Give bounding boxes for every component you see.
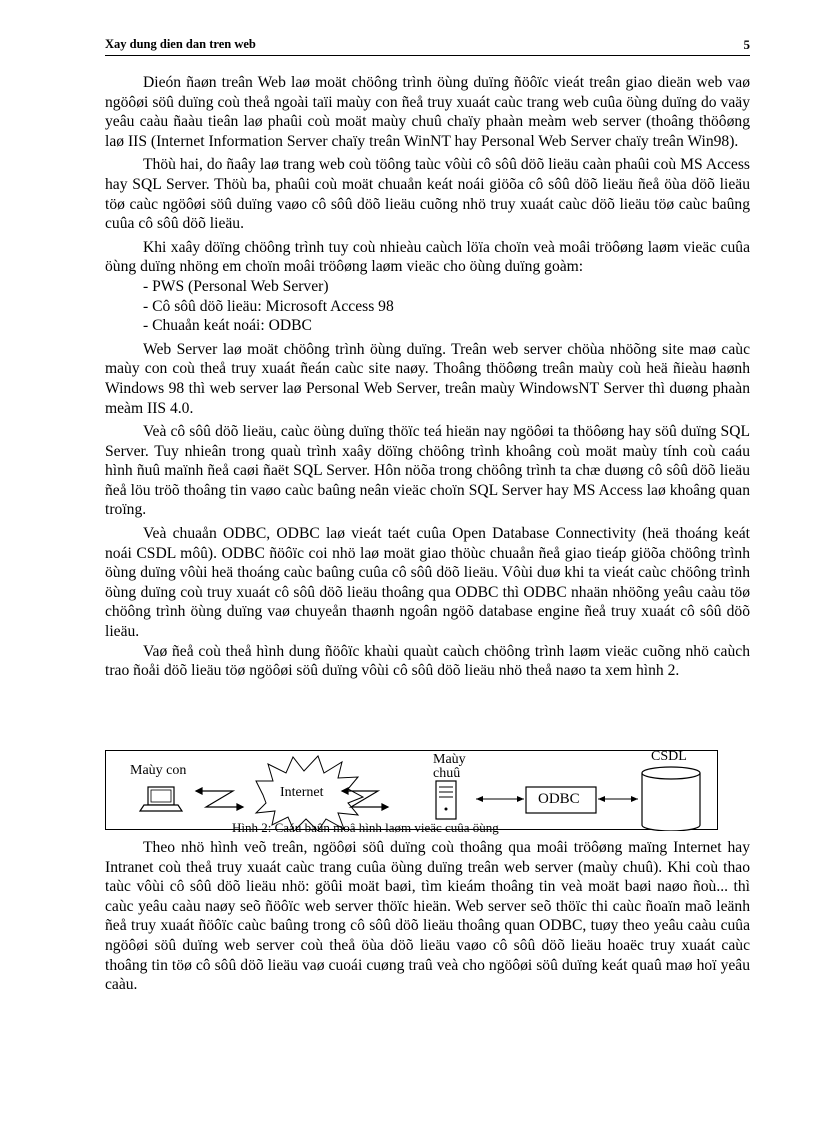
paragraph: Veà cô sôû döõ lieäu, caùc öùng duïng thöïc teá hieän nay ngöôøi ta thöôøng hay söû duïng SQL Server. Tuy nhieân trong quaù trình xaây döïng chöông trình khoâng coù moät maùy tính coù caáu hình ñuû maïnh ñeå caøi ñaët SQL Server. Hôn nöõa trong chöông trình ta chæ duøng cô sôû döõ lieäu ñeå löu tröõ thoâng tin vaøo caùc baûng neân vieäc choïn SQL Server hay MS Access laø khoâng quan troïng.	[105, 423, 750, 519]
server-odbc-arrow	[476, 796, 524, 802]
figure-caption: Hình 2: Caáu baûn moâ hình laøm vieäc cuûa öùng	[232, 820, 499, 835]
paragraph: Veà chuaån ODBC, ODBC laø vieát taét cuûa Open Database Connectivity (heä thoáng keát noái CSDL môû). ODBC ñöôïc coi nhö laø moät giao thöùc chuaån ñeå giao tieáp giöõa chöông trình öùng duïng vôùi heä thoáng caùc baûng cuûa cô sôû döõ lieäu. Vôùi duø khi ta vieát caùc chöông trình öùng duïng coù truy xuaát cô sôû döõ lieäu thoâng qua ODBC thì ODBC nhaän nhöõng yeâu caàu töø chöông trình öùng duïng vaø chuyeån thaønh ngoân ngöõ database engine ñeå truy xuaát cô sôû döõ lieäu.	[105, 525, 750, 641]
page-number: 5	[743, 37, 750, 52]
server-label: Maùy chuû	[433, 752, 466, 781]
architecture-diagram	[106, 751, 719, 831]
db-label: CSDL	[651, 749, 687, 764]
architecture-figure	[105, 750, 718, 830]
paragraph: Khi xaây döïng chöông trình tuy coù nhieàu caùch löïa choïn veà moâi tröôøng laøm vieäc cuûa öùng duïng nhöng em choïn moâi tröôøng laøm vieäc cho öùng duïng goàm:	[105, 238, 750, 276]
odbc-db-arrow	[598, 796, 638, 802]
client-computer-icon	[140, 787, 182, 811]
paragraph: Dieón ñaøn treân Web laø moät chöông trình öùng duïng ñöôïc vieát treân giao dieän web vaø ngöôøi söû duïng coù theå ngoài taïi maùy con ñeå truy xuaát caùc trang web cuûa öùng duïng do vaäy yeâu caàu ñaàu tieân laø phaûi coù moät maùy chuû chaïy phaàn meàm web server (thoâng thöôøng laø IIS (Internet Information Server chaïy treân WinNT hay Personal Web Server chaïy treân Win98).	[105, 74, 750, 150]
header-rule	[105, 55, 750, 56]
paragraph: Vaø ñeå coù theå hình dung ñöôïc khaùi quaùt caùch chöông trình laøm vieäc cuõng nhö caùch trao ñoåi döõ lieäu töø ngöôøi söû duïng vôùi cô sôû döõ lieäu nhö theå naøo ta xem hình 2.	[105, 642, 750, 680]
header-title: Xay dung dien dan tren web	[105, 37, 256, 51]
server-tower-icon	[436, 781, 456, 819]
body-text	[105, 73, 750, 681]
list-item: - PWS (Personal Web Server)	[143, 277, 329, 295]
paragraph: Theo nhö hình veõ treân, ngöôøi söû duïng coù thoâng qua moâi tröôøng maïng Internet hay Intranet coù theå truy xuaát caùc trang cuûa öùng duïng treân web server (maùy chuû). Khi coù thao taùc vôùi cô sôû döõ lieäu nhö: göûi moät baøi, tìm kieám thoâng tin veà moät baøi naøo ñoù... thì caùc yeâu caàu naøy seõ ñöôïc web server thöïc hieän. Web server seõ thöïc thi caùc ñoaïn maõ leänh ñeå truy xuaát ñöôïc caùc baûng trong cô sôû döõ lieäu thoâng quan ODBC, tuøy theo yeâu caàu cuûa ngöôøi söû duïng web server coù theå öùa döõ lieäu vaøo cô sôû döõ lieäu hoaëc truy xuaát caùc thoâng tin töø cô sôû döõ lieäu vaø cuoái cuøng traû veà cho ngöôøi söû duïng keát quaû maø hoï yeâu caàu.	[105, 839, 750, 994]
client-internet-link	[196, 788, 243, 810]
page-header	[105, 37, 750, 55]
list-item: - Cô sôû döõ lieäu: Microsoft Access 98	[143, 297, 394, 315]
list-item: - Chuaån keát noái: ODBC	[143, 317, 312, 335]
client-label: Maùy con	[130, 763, 187, 778]
body-text-after-figure	[105, 838, 750, 995]
database-cylinder-icon	[642, 767, 700, 831]
internet-label: Internet	[280, 785, 324, 800]
odbc-label: ODBC	[538, 791, 580, 807]
paragraph: Web Server laø moät chöông trình öùng duïng. Treân web server chöùa nhöõng site maø caùc maùy con coù theå truy xuaát ñeán caùc site naøy. Thoâng thöôøng treân maùy coù heä ñieàu haønh Windows 98 thì web server laø Personal Web Server, treân maùy WindowsNT Server thì duøng phaàn meàm IIS 4.0.	[105, 340, 750, 417]
paragraph: Thöù hai, do ñaây laø trang web coù töông taùc vôùi cô sôû döõ lieäu caàn phaûi coù MS Access hay SQL Server. Thöù ba, phaûi coù moät chuaån keát noái giöõa cô sôû döõ lieäu ñeå öùa döõ lieäu töø caùc ngöôøi söû duïng vaøo cô sôû döõ lieäu cuõng nhö truy xuaát caùc döõ lieäu töø caùc baûng cuûa cô sôû döõ lieäu.	[105, 156, 750, 233]
